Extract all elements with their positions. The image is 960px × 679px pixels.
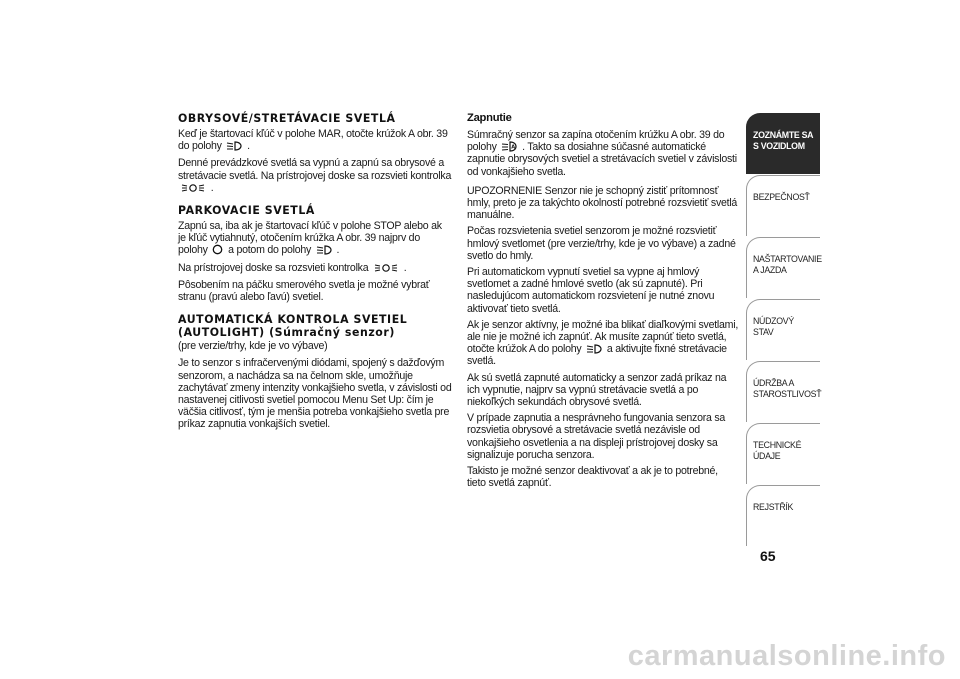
- tab-zoznamte-sa[interactable]: ZOZNÁMTE SA S VOZIDLOM: [746, 113, 820, 174]
- text: .: [210, 181, 214, 194]
- left-column: [178, 112, 452, 436]
- tab-udrzba[interactable]: ÚDRŽBA A STAROSTLIVOSŤ: [746, 361, 820, 422]
- position-lights-icon: [180, 183, 206, 193]
- tab-technicke-udaje[interactable]: TECHNICKÉ ÚDAJE: [746, 423, 820, 484]
- low-beam-icon: [586, 344, 602, 354]
- parking-light-icon: [212, 244, 223, 255]
- text: .: [247, 140, 250, 153]
- page-number: 65: [760, 548, 776, 564]
- paragraph-hmlovy: Počas rozsvietenia svetiel senzorom je možné rozsvietiť hmlový svetlomet (pre verzie/trhy, kde je vo výbave) a zadné svetlo do hmly.: [467, 225, 736, 262]
- heading-obrysove-svetla: OBRYSOVÉ/STRETÁVACIE SVETLÁ: [178, 111, 396, 125]
- paragraph-senzor-popis: Je to senzor s infračervenými diódami, spojený s dažďovým senzorom, a nachádza sa na čelnom skle, umožňuje zachytávať zmeny intenzity vonkajšieho svetla, v závislosti od nastavenej citlivosti svetiel pomocou Menu Set Up: čím je väčšia citlivosť, tým je menšia potreba vonkajšieho svetla pre príkaz zapnutia vonkajších svetiel.: [178, 357, 452, 431]
- paragraph-verzie: (pre verzie/trhy, kde je vo výbave): [178, 340, 328, 353]
- text: Keď je štartovací kľúč v polohe MAR, otočte krúžok A obr. 39 do polohy: [178, 128, 448, 153]
- watermark: carmanualsonline.info: [627, 640, 946, 672]
- right-column: [467, 112, 739, 493]
- chapter-tabs: [746, 113, 820, 547]
- low-beam-icon: [226, 141, 242, 151]
- paragraph-dialkove: [467, 319, 739, 368]
- text: Denné prevádzkové svetlá sa vypnú a zapnú sa obrysové a stretávacie svetlá. Na prístrojovej doske sa rozsvieti kontrolka: [178, 157, 452, 182]
- text: Zapnú sa, iba ak je štartovací kľúč v polohe STOP alebo ak je kľúč vytiahnutý, otočením krúžka A obr. 39 najprv do polohy: [178, 220, 442, 257]
- auto-light-icon: [501, 141, 517, 152]
- paragraph-parkovacie-2: [178, 262, 452, 274]
- heading-automaticka-kontrola: [178, 313, 441, 339]
- paragraph-obrysove-2: [178, 157, 452, 194]
- text: .: [336, 244, 340, 257]
- paragraph-obrysove-1: [178, 128, 452, 152]
- text: .: [403, 261, 407, 274]
- low-beam-icon: [316, 245, 332, 255]
- heading-line-1: AUTOMATICKÁ KONTROLA SVETIEL: [178, 312, 408, 327]
- heading-parkovacie-svetla: PARKOVACIE SVETLÁ: [178, 203, 315, 218]
- paragraph-porucha: V prípade zapnutia a nesprávneho fungovania senzora sa rozsvietia obrysové a stretávacie svetlá nezávisle od vonkajšieho osvetlenia a na displeji prístrojovej dosky sa signalizuje porucha senzora.: [467, 412, 726, 461]
- paragraph-upozornenie: UPOZORNENIE Senzor nie je schopný zistiť prítomnosť hmly, preto je za takýchto okolností potrebné rozsvietiť svetlá manuálne.: [467, 184, 738, 222]
- paragraph-automaticke-vypnutie: Ak sú svetlá zapnuté automaticky a senzor zadá príkaz na ich vypnutie, najprv sa vypnú stretávacie svetlá a po niekoľkých sekundách obrysové svetlá.: [467, 371, 727, 409]
- paragraph-vypnutie: Pri automatickom vypnutí svetiel sa vypne aj hmlový svetlomet a zadné hmlové svetlo (ak sú zapnuté). Pri nasledujúcom automatickom rozsvietení je nutné znovu aktivovať tieto svetlá.: [467, 266, 715, 315]
- tab-nastartovanie[interactable]: NAŠTARTOVANIE A JAZDA: [746, 237, 820, 298]
- text: Na prístrojovej doske sa rozsvieti kontrolka: [178, 261, 369, 274]
- text: Súmračný senzor sa zapína otočením krúžku A obr. 39 do polohy: [467, 129, 725, 154]
- heading-line-2: (AUTOLIGHT) (Súmračný senzor): [178, 325, 395, 340]
- heading-zapnutie: Zapnutie: [467, 112, 512, 124]
- paragraph-parkovacie-3: Pôsobením na páčku smerového svetla je možné vybrať stranu (pravú alebo ľavú) svetiel.: [178, 278, 430, 304]
- svg-text:A: A: [511, 144, 516, 151]
- position-lights-icon: [373, 263, 399, 273]
- tab-rejstrik[interactable]: REJSTŘÍK: [746, 485, 820, 546]
- paragraph-parkovacie-1: [178, 220, 452, 257]
- text: a aktivujte fixné stretávacie svetlá.: [467, 343, 727, 368]
- tab-bezpecnost[interactable]: BEZPEČNOSŤ: [746, 175, 820, 236]
- text: . Takto sa dosiahne súčasné automatické zapnutie obrysových svetiel a stretávacích svetiel v závislosti od vonkajšieho svetla.: [467, 141, 737, 178]
- text: Ak je senzor aktívny, je možné iba blikať diaľkovými svetlami, ale nie je možné ich zapnúť. Ak musíte zapnúť tieto svetlá, otočte krúžok A do polohy: [467, 318, 739, 356]
- paragraph-deaktivacia: Takisto je možné senzor deaktivovať a ak je to potrebné, tieto svetlá zapnúť.: [467, 465, 718, 490]
- tab-nudzovy-stav[interactable]: NÚDZOVÝ STAV: [746, 299, 820, 360]
- text: a potom do polohy: [228, 244, 312, 257]
- paragraph-zapnutie-1: [467, 129, 739, 178]
